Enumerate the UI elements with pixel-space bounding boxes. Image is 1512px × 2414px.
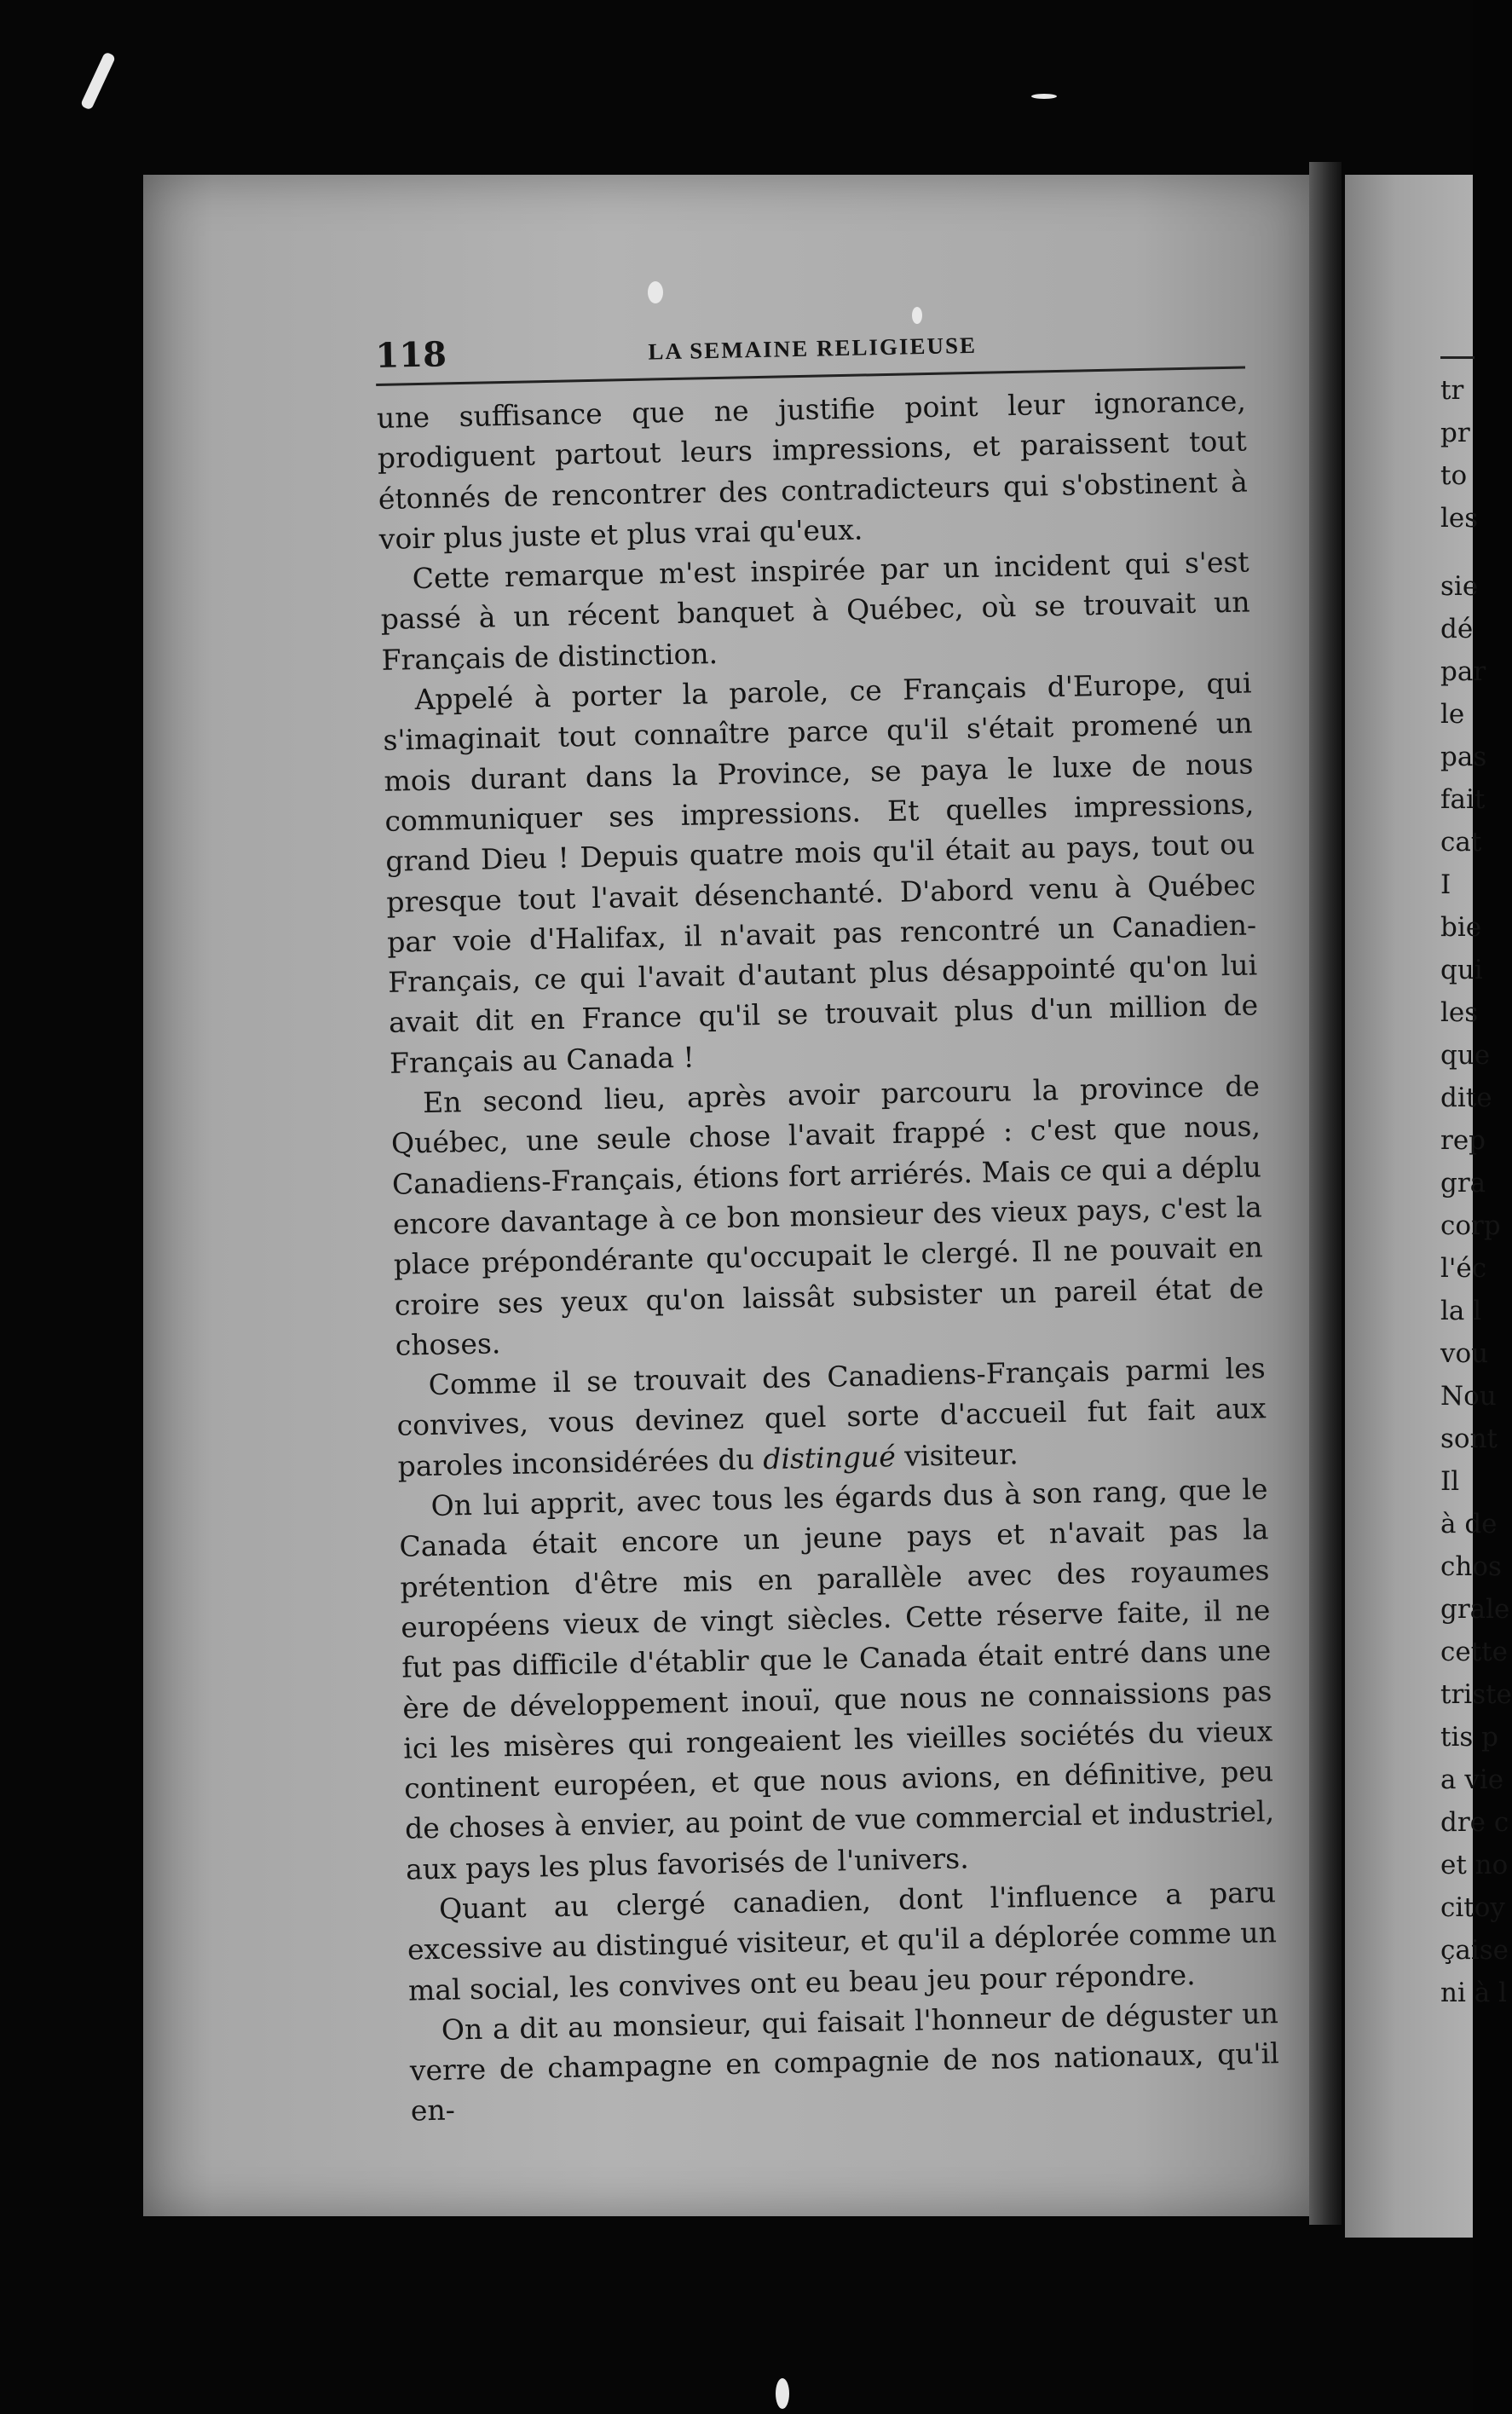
right-page-fragment: ni à l (1440, 1978, 1507, 2008)
right-page-fragment: Nou (1440, 1381, 1497, 1412)
right-page-fragment: à de (1440, 1509, 1498, 1539)
right-page-fragment: pas (1440, 742, 1487, 772)
right-page-header-rule (1440, 356, 1474, 359)
italic-text: distingué (762, 1439, 897, 1476)
paragraph-text: Comme il se trouvait des Canadiens-Français parmi les convives, vous devinez quel sorte d'accueil fut fait aux paroles inconsidérées du (396, 1351, 1267, 1483)
paragraph (395, 1348, 1267, 1486)
paragraph-text: En second lieu, après avoir parcouru la province de Québec, une seule chose l'avait frappé : c'est que nous, Canadiens-Français, étions fort arriérés. Mais ce qui a déplu encore davantage à ce bon monsieur des vieux pays, c'est la place prépondérante qu'occupait le clergé. Il ne pouvait en croire ses yeux qu'on laissât subsister un pareil état de choses. (390, 1069, 1265, 1362)
page-gutter (1309, 162, 1342, 2225)
right-page-fragment: I (1440, 869, 1451, 900)
right-page-fragment: bie (1440, 912, 1482, 943)
running-head: LA SEMAINE RELIGIEUSE (648, 332, 978, 365)
right-page-fragment: pr (1440, 418, 1470, 448)
right-page-fragment: to (1440, 460, 1468, 491)
right-page-fragment: et no (1440, 1850, 1509, 1880)
page-text (375, 317, 1280, 2132)
paragraph-text: une suffisance que ne justifie point leur ignorance, prodiguent partout leurs impressions, et paraissent tout étonnés de rencontrer des contradicteurs qui s'obstinent à voir plus juste et plus vrai qu'eux. (376, 384, 1249, 556)
right-page-fragment: dé (1440, 614, 1474, 644)
paragraph (408, 1993, 1280, 2131)
paragraph-text: On a dit au monsieur, qui faisait l'honneur de déguster un verre de champagne en compagnie de nos nationaux, qu'il en- (409, 1996, 1280, 2128)
right-page-fragment: sie (1440, 571, 1479, 602)
dust-speck (912, 307, 922, 324)
paragraph-text: visiteur. (895, 1436, 1019, 1473)
right-page-fragment: vou (1440, 1338, 1489, 1369)
right-page-fragment: çaise (1440, 1935, 1509, 1966)
body-text (377, 381, 1281, 2132)
page-number: 118 (375, 334, 447, 376)
right-page-fragment: grale (1440, 1594, 1510, 1625)
right-page-fragment: la l (1440, 1296, 1482, 1326)
right-page-fragment: dre c (1440, 1807, 1509, 1838)
right-page-fragment: tis p (1440, 1722, 1498, 1753)
paragraph (398, 1469, 1275, 1889)
right-page-fragment: le (1440, 699, 1465, 730)
right-page-fragment: a vie (1440, 1764, 1504, 1795)
paragraph-text: Cette remarque m'est inspirée par un incident qui s'est passé à un récent banquet à Québec, où se trouvait un Français de distinction. (380, 545, 1250, 677)
paragraph-text: Appelé à porter la parole, ce Français d'Europe, qui s'imaginait tout connaître parce qu'il s'était promené un mois durant dans la Province, se paya le luxe de nous communiquer ses impressions. Et quelles impressions, grand Dieu ! Depuis quatre mois qu'il était au pays, tout ou presque tout l'avait désenchanté. D'abord venu à Québec par voie d'Halifax, il n'avait pas rencontré un Canadien-Français, ce qui l'avait d'autant plus désappointé qu'on lui avait dit en France qu'il se trouvait plus d'un million de Français au Canada ! (383, 666, 1259, 1080)
right-page-fragment: triste (1440, 1679, 1512, 1710)
right-page-fragment: fait (1440, 784, 1486, 815)
right-page-fragment: tr (1440, 375, 1464, 406)
dust-speck (776, 2378, 789, 2409)
paragraph (407, 1872, 1278, 2010)
right-page-fragment: qui (1440, 955, 1483, 985)
right-page-fragment: cette (1440, 1637, 1508, 1667)
right-page-fragment: sont (1440, 1424, 1498, 1454)
right-page-fragment: l'éc (1440, 1253, 1487, 1284)
paragraph-text: On lui apprit, avec tous les égards dus à son rang, que le Canada était encore un jeune pays et n'avait pas la prétention d'être mis en parallèle avec des royaumes européens vieux de vingt siècles. Cette réserve faite, il ne fut pas difficile d'établir que le Canada était entré dans une ère de développement inouï, que nous ne connaissions pas ici les misères qui rongeaient les vieilles sociétés du vieux continent européen, et que nous avions, en définitive, peu de choses à envier, au point de vue commercial et industriel, aux pays les plus favorisés de l'univers. (399, 1472, 1275, 1886)
right-page-fragment: les (1440, 997, 1479, 1028)
right-page-fragment: Il (1440, 1466, 1460, 1497)
right-page-fragment: cat (1440, 827, 1482, 858)
right-page-fragment: corp (1440, 1210, 1501, 1241)
right-page-fragment: par (1440, 656, 1486, 687)
right-page-fragment: que (1440, 1040, 1491, 1071)
right-page-fragment: chos (1440, 1551, 1502, 1582)
right-page-fragment: les (1440, 503, 1479, 534)
dust-speck (1031, 94, 1057, 99)
paragraph-text: Quant au clergé canadien, dont l'influence a paru excessive au distingué visiteur, et qu'il a déplorée comme un mal social, les convives ont eu beau jeu pour répondre. (407, 1875, 1278, 2007)
right-page-fragment: rep (1440, 1125, 1486, 1156)
paragraph (379, 542, 1251, 680)
right-page-fragment: gra (1440, 1168, 1486, 1198)
right-page-fragment: dite (1440, 1083, 1492, 1113)
paragraph (377, 381, 1249, 560)
dust-speck (648, 281, 663, 303)
paragraph (390, 1066, 1265, 1365)
right-page-fragment: citoy (1440, 1892, 1505, 1923)
paragraph (382, 663, 1259, 1083)
